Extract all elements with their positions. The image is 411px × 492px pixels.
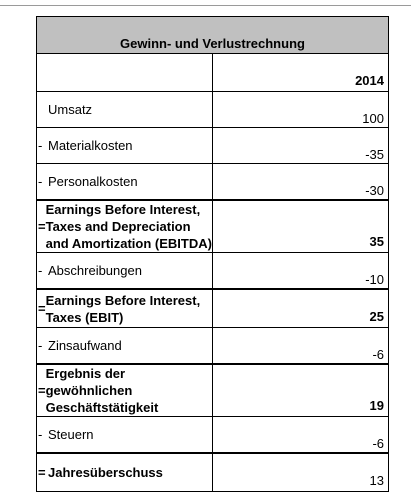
row-value: 25 [213,289,389,328]
year-row [37,54,389,92]
row-operator: = [38,301,46,316]
row-value: 13 [213,453,389,492]
row-label: Earnings Before Interest, Taxes and Depreciation and Amortization (EBITDA) [45,202,212,251]
row-label: Zinsaufwand [48,338,122,353]
table-title: Gewinn- und Verlustrechnung [37,17,389,54]
row-label: Earnings Before Interest, Taxes (EBIT) [45,292,201,325]
table-row [37,200,389,253]
row-label-cell [37,328,213,365]
row-value: -6 [213,328,389,365]
table-row [37,253,389,290]
row-operator: - [38,138,43,153]
row-label: Ergebnis der gewöhnlichen Geschäftstätigkeit [45,366,159,415]
row-label-cell [37,453,213,492]
income-statement-table [36,16,389,492]
table-row [37,92,389,128]
row-label-cell [37,253,213,290]
year-label-cell [37,54,213,92]
row-label-cell [37,128,213,164]
table-header-row [37,17,389,54]
table-row [37,328,389,365]
row-operator: - [38,263,43,278]
table-row [37,364,389,417]
table-row [37,128,389,164]
row-value: -10 [213,253,389,290]
row-value: -30 [213,164,389,201]
table-row [37,417,389,454]
row-operator: = [38,219,46,234]
row-label: Jahresüberschuss [48,465,163,480]
row-label-cell [37,92,213,128]
row-value: 35 [213,200,389,253]
row-value: 100 [213,92,389,128]
year-header: 2014 [213,54,389,92]
row-operator: - [38,338,43,353]
table-row [37,453,389,492]
row-label-cell [37,364,213,417]
table-row [37,289,389,328]
row-value: 19 [213,364,389,417]
row-label-cell [37,164,213,201]
row-value: -6 [213,417,389,454]
top-divider [0,5,411,6]
row-value: -35 [213,128,389,164]
row-operator: = [38,465,46,480]
table-row [37,164,389,201]
row-label: Abschreibungen [48,263,142,278]
row-operator: - [38,427,43,442]
row-operator: = [38,383,46,398]
row-label-cell [37,200,213,253]
row-label: Personalkosten [48,174,138,189]
row-label: Steuern [48,427,94,442]
row-operator: - [38,174,43,189]
row-label: Materialkosten [48,138,133,153]
row-label-cell [37,417,213,454]
row-label-cell [37,289,213,328]
row-label: Umsatz [48,102,93,117]
